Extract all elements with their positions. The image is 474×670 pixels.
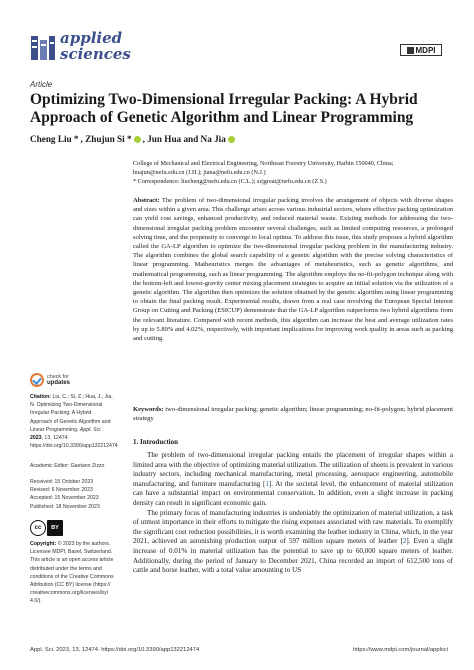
page-title xyxy=(30,91,450,127)
author-2: , Zhujun Si * xyxy=(80,134,132,144)
date-received: Received: 15 October 2023 xyxy=(30,479,94,485)
date-revised: Revised: 6 November 2023 xyxy=(30,487,93,494)
intro-paragraph-2 xyxy=(133,509,453,576)
publisher-logo-icon xyxy=(407,47,414,54)
publisher-name: MDPI xyxy=(415,45,436,55)
publisher-logo xyxy=(400,44,442,56)
section-heading: 1. Introduction xyxy=(133,438,178,446)
intro-p2-text-a: The primary focus of manufacturing industries is undeniably the optimization of material utilization, a task of utmost importance in their efforts to mitigate the rising expenses associated with raw materials. To exemplify the significant cost reduction possibilities, it is worth examining the leather industry in China, which, in the year 2021, achieved an astonishing production output of 597 million square meters of leather [ xyxy=(133,508,453,546)
abstract-text: The problem of two-dimensional irregular packing involves the arrangement of objects with diverse shapes and sizes within a given area. This challenge arises across various industrial sectors, where effective packing optimization can yield cost savings, enhanced productivity, and reduced material waste. Existing methods for addressing the two-dimensional irregular packing problem encounter several challenges, such as limited computing resources, a prolonged solving time, and the propensity to converge to local optima. To address this issue, this study proposes a hybrid algorithm called the GA-LP algorithm to optimize the two-dimensional irregular packing problem in the manufacturing industry. The algorithm combines the global search capability of a genetic algorithm with the precise solving characteristics of linear programming. Matheuristics merges the advantages of metaheuristics, such as genetic algorithms, and mathematical programming, such as linear programming. The algorithm employs the no-fit-polygon technique along with the bottom-left and lowest-gravity center mixing placement strategies to acquire an initial solution via the utilization of a genetic algorithm. The algorithm then optimizes the solution obtained by the genetic algorithm using linear programming to obtain the final packing result. Experimental results, drawn from a real case involving the European Special Interest Group on Cutting and Packing (ESICUP) demonstrate that the GA-LP algorithm outperforms two hybrid algorithms from the relevant literature. Compared with recent methods, this algorithm can increase the best and average utilization rates by up to 5.89% and 4.02%, respectively, with important implications for improving work quality in areas such as packing and cutting. xyxy=(133,197,453,343)
title-line-1: Optimizing Two-Dimensional Irregular Packing: A Hybrid xyxy=(30,91,418,108)
author-list xyxy=(30,134,235,144)
article-type: Article xyxy=(30,80,53,89)
author-1: Cheng Liu * xyxy=(30,134,79,144)
affiliation-line-1: College of Mechanical and Electrical Engineering, Northeast Forestry University, Harbin 150040, China; xyxy=(133,160,394,167)
reference-link[interactable]: 1 xyxy=(265,479,269,488)
journal-name xyxy=(60,30,131,62)
footer-journal-url[interactable]: https://www.mdpi.com/journal/applsci xyxy=(352,647,448,653)
cc-icon: cc xyxy=(30,520,46,536)
copyright-label: Copyright: xyxy=(30,541,57,547)
page-footer xyxy=(30,647,448,653)
correspondence-line: * Correspondence: liucheng@nefu.edu.cn (C.L.); szjgreat@nefu.edu.cn (Z.S.) xyxy=(133,177,327,185)
citation-block xyxy=(30,393,118,450)
journal-name-line1: applied xyxy=(60,29,123,47)
copyright-text: © 2023 by the authors. Licensee MDPI, Basel, Switzerland. This article is an open access article distributed under the terms and conditions of the Creative Commons Attribution (CC BY) license (https:// creativecommons.org/licenses/by/ 4.0/). xyxy=(30,541,114,605)
academic-editor: Academic Editor: Gaetano Zizzo xyxy=(30,463,105,469)
title-line-2: Approach of Genetic Algorithm and Linear Programming xyxy=(30,109,414,126)
check-for-updates-button[interactable] xyxy=(30,373,70,387)
affiliation xyxy=(133,160,453,186)
by-icon: BY xyxy=(47,520,63,536)
keywords-label: Keywords: xyxy=(133,406,164,413)
publication-dates xyxy=(30,478,114,511)
check-updates-icon xyxy=(30,373,44,387)
check-updates-line2: updates xyxy=(47,380,71,386)
abstract-label: Abstract: xyxy=(133,197,160,204)
orcid-icon[interactable] xyxy=(228,136,235,143)
keywords-text: two-dimensional irregular packing; genetic algorithm; linear programming; no-fit-polygon; hybrid placement strategy xyxy=(133,406,453,423)
cc-license-badge[interactable] xyxy=(30,520,63,536)
reference-link[interactable]: 2 xyxy=(402,537,407,546)
introduction-body xyxy=(133,451,453,576)
copyright-block xyxy=(30,540,114,606)
citation-year: 2023 xyxy=(30,435,42,442)
date-accepted: Accepted: 15 November 2023 xyxy=(30,495,99,502)
check-updates-line1: check for xyxy=(47,374,69,380)
citation-tail[interactable]: , 13, 12474. https://doi.org/10.3390/app132212474 xyxy=(30,435,118,450)
footer-citation[interactable]: Appl. Sci. 2023, 13, 12474. https://doi.org/10.3390/app132212474 xyxy=(30,647,200,653)
intro-p1-text-a: The problem of two-dimensional irregular packing entails the placement of irregular shapes within a limited area with the objective of optimizing material utilization. The utilization of sheets is prevalent in various industry sectors, including mechanical manufacturing, metal processing, aerospace engineering, automobile manufacturing, and furniture manufacturing [ xyxy=(133,451,453,488)
affiliation-line-2: huajun@nefu.edu.cn (J.H.); jiana@nefu.edu.cn (N.J.) xyxy=(133,168,266,176)
journal-logo-icon xyxy=(30,34,56,62)
citation-journal: Appl. Sci. xyxy=(79,426,102,433)
intro-p1-text-b: ]. At the societal level, the enhancement of material utilization can have a substantial impact on environmental conservation. In addition, even a slight increase in packing density can result in significant economic gain. xyxy=(133,479,453,507)
date-published: Published: 18 November 2023 xyxy=(30,503,100,510)
intro-paragraph-1 xyxy=(133,451,453,509)
orcid-icon[interactable] xyxy=(134,136,141,143)
citation-text: Liu, C.; Si, Z.; Hua, J.; Jia, N. Optimizing Two-Dimensional Irregular Packing: A Hybrid Approach of Genetic Algorithm and Linear Programming. xyxy=(30,394,113,433)
journal-name-line2: sciences xyxy=(60,45,131,63)
author-3: , Jun Hua and Na Jia xyxy=(142,134,226,144)
keywords xyxy=(133,405,453,423)
citation-label: Citation: xyxy=(30,394,52,400)
abstract xyxy=(133,196,453,343)
intro-p2-text-b: ]. Even a slight increase of 0.01% in material utilization has the potential to save up to 60,000 square meters of leather. Additionally, during the period of January to December 2021, China recorded an import of 612,500 tons of cattle and horse leather, with a total value amounting to US xyxy=(133,537,453,575)
